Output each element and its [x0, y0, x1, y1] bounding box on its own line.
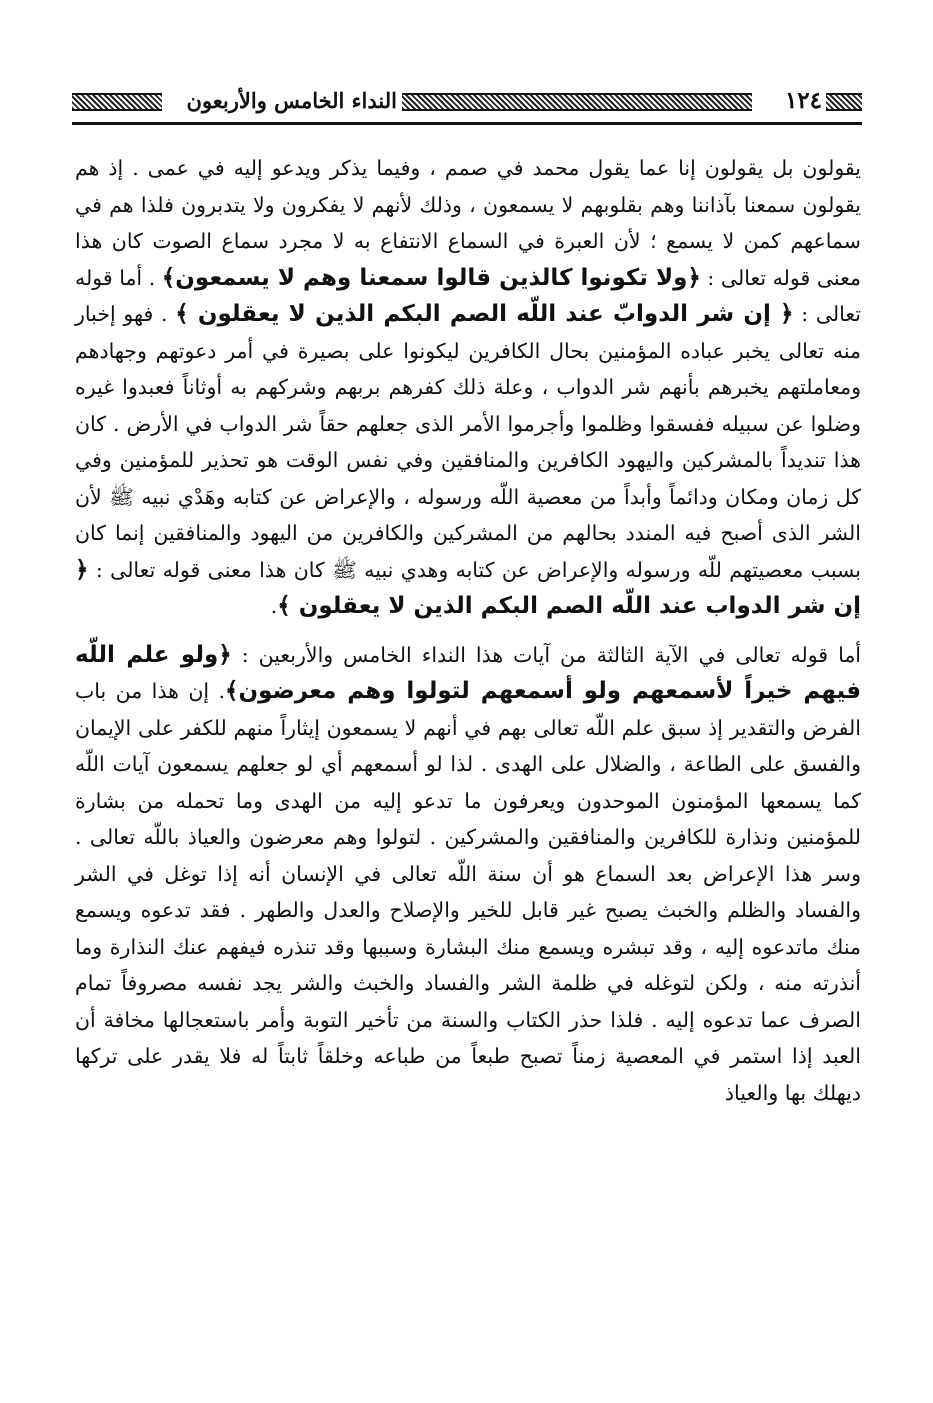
quran-verse: ﴿ولو علم اللّه فيهم خيراً لأسمعهم ولو أسمعهم لتولوا وهم معرضون﴾ [75, 641, 862, 704]
header-rule [72, 122, 862, 125]
page-number: ١٢٤ [784, 87, 822, 114]
quran-verse: ﴿ولا تكونوا كالذين قالوا سمعنا وهم لا يسمعون﴾ [161, 264, 701, 291]
text-segment: . فهو إخبار منه تعالى يخبر عباده المؤمنين بحال الكافرين ليكونوا على بصيرة في أمر دعوتهم وجهادهم ومعاملتهم يخبرهم بأنهم شر الدواب ، وعلة ذلك كفرهم بربهم وشركهم به أوثاناً فعبدوا غيره وضلوا عن سبيله ففسقوا وظلموا وأجرموا الأمر الذى جعلهم حقاً شر الدواب في الأرض . كان هذا تنديداً بالمشركين واليهود الكافرين والمنافقين وفي نفس الوقت هو تحذير للمؤمنين وفي كل زمان ومكان ودائماً وأبداً من معصية اللّه ورسوله ، والإعراض عن كتابه وهَدْي نبيه ﷺ لأن الشر الذى أصبح فيه المندد بحالهم من المشركين والكافرين من اليهود والمنافقين إنما كان بسبب معصيتهم للّه ورسوله والإعراض عن كتابه وهدي نبيه ﷺ كان هذا معنى قوله تعالى : [75, 302, 861, 582]
text-segment: أما قوله تعالى في الآية الثالثة من آيات هذا النداء الخامس والأربعين : [231, 642, 861, 667]
header-ornament-middle [402, 93, 752, 111]
text-segment: . [270, 594, 278, 618]
text-segment: . إن هذا من باب الفرض والتقدير إذ سبق علم اللّه تعالى بهم في أنهم لا يسمعون إيثاراً منهم للكفر على الإيمان والفسق على الطاعة ، والضلال على الهدى . لذا لو أسمعهم أي لو جعلهم يسمعون آيات اللّه كما يسمعها المؤمنون الموحدون ويعرفون ما تدعو إليه من الهدى وما تحمله من بشارة للمؤمنين ونذارة للكافرين والمنافقين والمشركين . لتولوا وهم معرضون والعياذ باللّه تعالى . وسر هذا الإعراض بعد السماع هو أن سنة اللّه تعالى في الإنسان أنه إذا توغل في الشر والفساد والظلم والخبث يصبح غير قابل للخير والإصلاح والعدل والطهر . فقد تدعوه ويسمع منك ماتدعوه إليه ، وقد تبشره ويسمع منك البشارة وسببها وقد تنذره فيفهم عنك النذارة وما أنذرته منه ، ولكن لتوغله في ظلمة الشر والفساد والخبث والشر يجد نفسه مصروفاً تمام الصرف عما تدعوه إليه . فلذا حذر الكتاب والسنة من تأخير التوبة وأمر باستعجالها مخافة أن العبد إذا استمر في المعصية زمناً تصبح طبعاً من طباعه وخلقاً ثابتاً له فلا يقدر على تركها ديهلك بها والعياذ [75, 679, 861, 1105]
chapter-title: النداء الخامس والأربعون [186, 88, 397, 113]
main-text [75, 150, 861, 1111]
quran-verse: ﴿ إن شر الدوابّ عند اللّه الصم البكم الذين لا يعقلون ﴾ [175, 301, 794, 327]
text-segment: . أما قوله تعالى : [75, 265, 862, 326]
header-ornament-left [72, 93, 162, 111]
running-header [72, 84, 862, 118]
text-segment: يقولون بل يقولون إنا عما يقول محمد في صمم ، وفيما يذكر ويدعو إليه في عمى . إذ هم يقولون سمعنا بآذاننا وهم بقلوبهم لا يسمعون ، وذلك لأنهم لا يفكرون ولا يتدبرون فلذا هم في سماعهم كمن لا يسمع ؛ لأن العبرة في السماع الانتفاع به لا مجرد سماع الصوت كان هذا معنى قوله تعالى : [75, 156, 861, 290]
header-ornament-right [826, 93, 862, 111]
quran-verse: ﴿ إن شر الدواب عند اللّه الصم البكم الذين لا يعقلون ﴾ [75, 556, 861, 619]
paragraph-1 [75, 150, 861, 625]
paragraph-2 [75, 637, 861, 1112]
